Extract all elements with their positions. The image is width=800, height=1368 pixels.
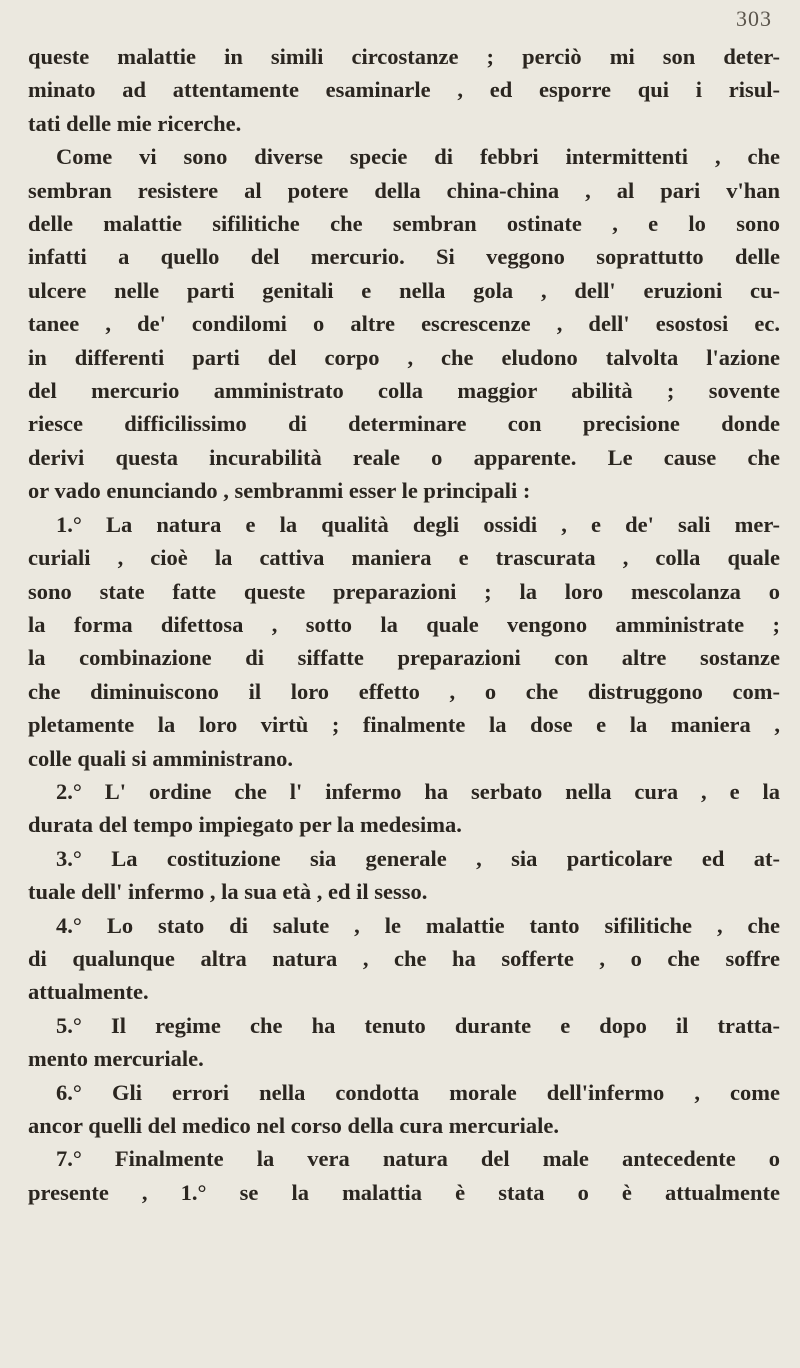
body-text (28, 40, 780, 1209)
text-line: ancor quelli del medico nel corso della cura mercuriale. (28, 1113, 559, 1138)
text-line: pletamente la loro virtù ; finalmente la dose e la maniera , (28, 712, 780, 738)
text-line: derivi questa incurabilità reale o apparente. Le cause che (28, 444, 780, 470)
text-line: Come vi sono diverse specie di febbri intermittenti , che (56, 144, 780, 170)
text-line: tanee , de' condilomi o altre escrescenze , dell' esostosi ec. (28, 311, 780, 337)
text-line: curiali , cioè la cattiva maniera e trascurata , colla quale (28, 545, 780, 571)
text-line: delle malattie sifilitiche che sembran ostinate , e lo sono (28, 211, 780, 237)
text-line: sembran resistere al potere della china-china , al pari v'han (28, 177, 780, 203)
text-line: or vado enunciando , sembranmi esser le principali : (28, 478, 531, 504)
text-line: durata del tempo impiegato per la medesima. (28, 812, 462, 838)
text-line: colle quali si amministrano. (28, 745, 294, 771)
text-line: 4.° Lo stato di salute , le malattie tanto sifilitiche , che (56, 912, 780, 938)
text-line: attualmente. (28, 979, 149, 1005)
text-line: presente , 1.° se la malattia è stata o è attualmente (28, 1179, 780, 1205)
text-line: che diminuiscono il loro effetto , o che distruggono com- (28, 678, 780, 704)
text-line: 5.° Il regime che ha tenuto durante e dopo il tratta- (56, 1012, 780, 1038)
text-line: di qualunque altra natura , che ha sofferte , o che soffre (28, 945, 780, 971)
text-line: minato ad attentamente esaminarle , ed esporre qui i risul- (28, 77, 780, 103)
text-line: del mercurio amministrato colla maggior abilità ; sovente (28, 378, 780, 404)
text-line: la combinazione di siffatte preparazioni con altre sostanze (28, 645, 780, 671)
page-number: 303 (736, 6, 772, 31)
text-line: tuale dell' infermo , la sua età , ed il sesso. (28, 879, 428, 905)
text-line: 7.° Finalmente la vera natura del male antecedente o (56, 1146, 780, 1172)
text-line: infatti a quello del mercurio. Si veggono soprattutto delle (28, 244, 780, 270)
text-line: 6.° Gli errori nella condotta morale dell'infermo , come (56, 1079, 780, 1105)
text-line: la forma difettosa , sotto la quale vengono amministrate ; (28, 611, 780, 637)
text-line: ulcere nelle parti genitali e nella gola , dell' eruzioni cu- (28, 277, 780, 303)
text-line: in differenti parti del corpo , che eludono talvolta l'azione (28, 344, 780, 370)
text-line: 2.° L' ordine che l' infermo ha serbato nella cura , e la (56, 778, 780, 804)
text-line: queste malattie in simili circostanze ; perciò mi son deter- (28, 44, 780, 69)
text-line: riesce difficilissimo di determinare con precisione donde (28, 411, 780, 437)
text-line: 3.° La costituzione sia generale , sia particolare ed at- (56, 845, 780, 871)
text-line: tati delle mie ricerche. (28, 110, 242, 136)
text-line: mento mercuriale. (28, 1046, 204, 1072)
text-line: 1.° La natura e la qualità degli ossidi , e de' sali mer- (56, 511, 780, 537)
text-line: sono state fatte queste preparazioni ; la loro mescolanza o (28, 578, 780, 604)
